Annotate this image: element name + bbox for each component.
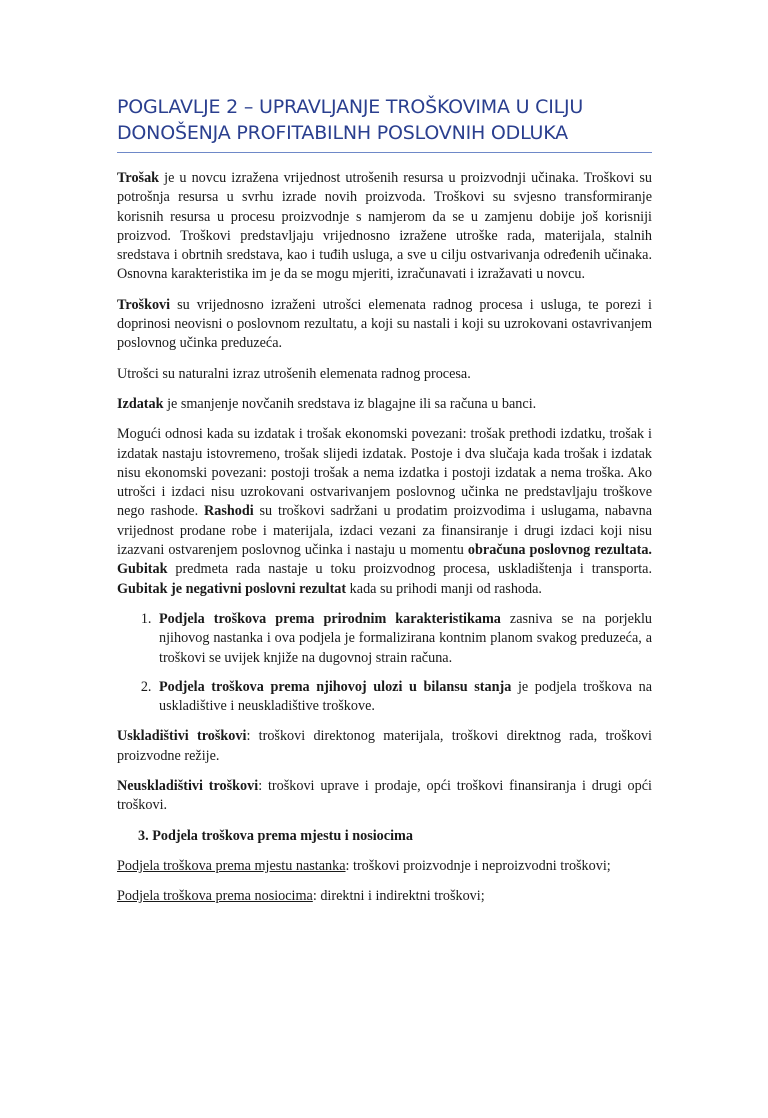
paragraph-text: : direktni i indirektni troškovi; <box>312 888 485 905</box>
term-uskladistivi: Uskladištivi troškovi <box>117 728 247 745</box>
paragraph-text: predmeta rada nastaje u toku proizvodnog procesa, uskladištenja i transporta. <box>167 561 652 578</box>
term-gubitak: obračuna poslovnog rezultata. Gubitak <box>117 542 652 578</box>
term-rashodi: Rashodi <box>203 503 254 520</box>
list-item-title: Podjela troškova prema prirodnim karakteristikama <box>159 610 501 627</box>
paragraph-text: Mogući odnosi kada su izdatak i trošak ekonomski povezani: trošak prethodi izdatku, trošak i izdatak nastaju istovremeno, trošak slijedi izdatak. Postoje i dva slučaja kada trošak i izdatak nisu ekonomski povezani: postoji trošak a nema izdatka i postoji izdatak a nema troška. Ako utrošci i izdaci nisu uzrokovani ostvarivanjem poslovnog učinka ne predstavljaju troškove nego rashode. <box>117 426 652 520</box>
paragraph-nosioci <box>117 887 652 906</box>
document-page <box>0 94 768 1118</box>
paragraph-text: je u novcu izražena vrijednost utrošenih resursa u proizvodnji učinaka. Troškovi su potrošnja resursa u svrhu izrade novih proizvoda. Troškovi su svjesno transformiranje korisnih resursa u procesu proizvodnje s namjerom da se u zamjenu dobije još korisniji proizvod. Troškovi predstavljaju vrijednosno izražene utroške rada, materijala, stalnih sredstava i obrtnih sredstava, kao i tuđih usluga, a sve u cilju ostvarivanja određenih učinaka. Osnovna karakteristika im je da se mogu mjeriti, izračunavati i izražavati u novcu. <box>117 170 652 283</box>
paragraph-odnosi <box>117 425 652 599</box>
list-item-text: zasniva se na porjeklu njihovog nastanka i ova podjela je formalizirana kontnim planom svakog preduzeća, a troškovi se uvijek knjiže na dugovnoj strain računa. <box>159 610 652 666</box>
list-item-3: 3. Podjela troškova prema mjestu i nosiocima <box>138 827 413 844</box>
chapter-heading: POGLAVLJE 2 – UPRAVLJANJE TROŠKOVIMA U CILJU DONOŠENJA PROFITABILNH POSLOVNIH ODLUKA <box>117 94 652 153</box>
underlined-term-nosioci: Podjela troškova prema nosiocima <box>117 888 313 905</box>
paragraph-text: je smanjenje novčanih sredstava iz blagajne ili sa računa u banci. <box>163 395 537 412</box>
term-troskovi: Troškovi <box>117 296 171 313</box>
paragraph-izdatak <box>117 395 652 414</box>
term-izdatak: Izdatak <box>117 395 164 412</box>
paragraph-neuskladistivi <box>117 777 652 816</box>
paragraph-text: su troškovi sadržani u prodatim proizvodima i uslugama, nabavna vrijednost prodane robe i materijala, izdaci vezani za finansiranje i drugi izdaci koji nisu izazvani ostvarenjem poslovnog učinka i nastaju u momentu <box>117 503 652 559</box>
numbered-list <box>117 610 652 716</box>
document-body <box>117 169 652 907</box>
term-gubitak-negativni: Gubitak je negativni poslovni rezultat <box>117 580 347 597</box>
paragraph-utrosci: Utrošci su naturalni izraz utrošenih elemenata radnog procesa. <box>117 365 471 382</box>
paragraph-text: : troškovi proizvodnje i neproizvodni troškovi; <box>345 857 611 874</box>
paragraph-troskovi <box>117 296 652 354</box>
list-item <box>155 610 652 668</box>
paragraph-text: kada su prihodi manji od rashoda. <box>346 580 542 597</box>
list-item <box>155 678 652 717</box>
list-item-text: je podjela troškova na uskladištive i neuskladištive troškove. <box>159 678 652 715</box>
paragraph-text: : troškovi direktonog materijala, troškovi direktnog rada, troškovi proizvodne režije. <box>117 728 652 764</box>
list-item-title: Podjela troškova prema njihovoj ulozi u bilansu stanja <box>159 678 512 695</box>
underlined-term-mjesto: Podjela troškova prema mjestu nastanka <box>117 857 346 874</box>
paragraph-uskladistivi <box>117 727 652 766</box>
paragraph-text: : troškovi uprave i prodaje, opći troškovi finansiranja i drugi opći troškovi. <box>117 778 652 814</box>
term-trosak: Trošak <box>117 170 160 186</box>
paragraph-text: su vrijednosno izraženi utrošci elemenata radnog procesa i usluga, te porezi i doprinosi neovisni o poslovnom rezultatu, a koji su nastali i koji su uzrokovani ostavrivanjem poslovnog učinka preduzeća. <box>117 296 652 352</box>
paragraph-mjesto <box>117 857 652 876</box>
paragraph-trosak <box>117 169 652 285</box>
term-neuskladistivi: Neuskladištivi troškovi <box>117 778 259 795</box>
